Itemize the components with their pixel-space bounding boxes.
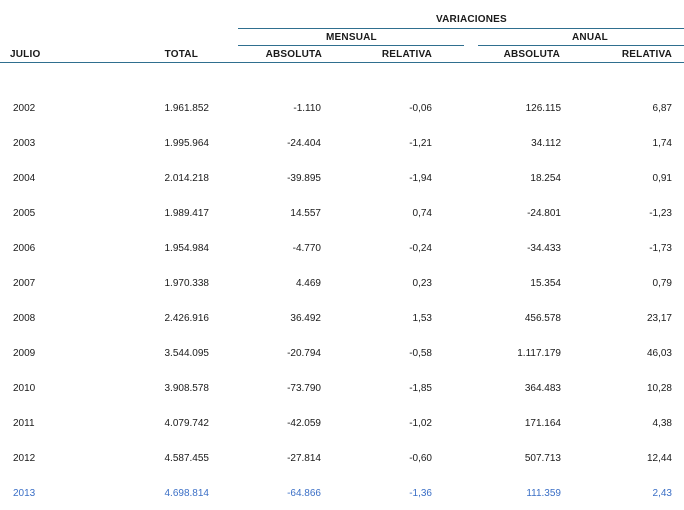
total-cell: 4.698.814 xyxy=(164,488,209,499)
anual-absoluta-cell: 126.115 xyxy=(525,103,561,114)
mensual-absoluta-cell: -39.895 xyxy=(287,173,321,184)
mensual-relativa-cell: -0,60 xyxy=(409,453,432,464)
mensual-relativa-cell: -1,02 xyxy=(409,418,432,429)
mensual-rule xyxy=(238,45,464,46)
year-cell: 2006 xyxy=(13,243,36,254)
year-cell: 2004 xyxy=(13,173,36,184)
anual-relativa-cell: -1,23 xyxy=(649,208,672,219)
year-cell: 2010 xyxy=(13,383,36,394)
variaciones-header: VARIACIONES xyxy=(436,14,507,25)
mensual-absoluta-cell: -24.404 xyxy=(287,138,321,149)
anual-rule xyxy=(478,45,684,46)
anual-absoluta-cell: 15.354 xyxy=(530,278,561,289)
year-cell: 2012 xyxy=(13,453,36,464)
year-cell: 2005 xyxy=(13,208,36,219)
anual-absoluta-cell: 1.117.179 xyxy=(517,348,561,359)
anual-relativa-cell: 23,17 xyxy=(646,313,672,324)
mensual-relativa-cell: -1,94 xyxy=(409,173,432,184)
total-cell: 1.995.964 xyxy=(164,138,209,149)
anual-absoluta-cell: 364.483 xyxy=(524,383,561,394)
total-cell: 3.908.578 xyxy=(164,383,209,394)
year-cell: 2009 xyxy=(13,348,36,359)
column-header-total: TOTAL xyxy=(164,49,198,60)
anual-absoluta-cell: 456.578 xyxy=(524,313,561,324)
mensual-relativa-cell: -0,58 xyxy=(409,348,432,359)
column-header-period: JULIO xyxy=(10,49,41,60)
mensual-relativa-cell: 0,74 xyxy=(412,208,432,219)
year-cell: 2007 xyxy=(13,278,36,289)
year-cell: 2003 xyxy=(13,138,36,149)
mensual-absoluta-cell: -27.814 xyxy=(287,453,321,464)
total-cell: 2.014.218 xyxy=(164,173,209,184)
anual-absoluta-cell: -24.801 xyxy=(527,208,561,219)
mensual-absoluta-cell: 36.492 xyxy=(290,313,321,324)
year-cell: 2002 xyxy=(13,103,36,114)
anual-relativa-cell: -1,73 xyxy=(649,243,672,254)
anual-absoluta-cell: -34.433 xyxy=(527,243,561,254)
total-cell: 2.426.916 xyxy=(164,313,209,324)
mensual-absoluta-cell: -64.866 xyxy=(287,488,321,499)
anual-relativa-cell: 46,03 xyxy=(646,348,672,359)
mensual-absoluta-cell: 4.469 xyxy=(295,278,321,289)
anual-relativa-cell: 4,38 xyxy=(652,418,672,429)
mensual-relativa-cell: -0,24 xyxy=(409,243,432,254)
anual-absoluta-cell: 18.254 xyxy=(530,173,561,184)
mensual-relativa-cell: -1,36 xyxy=(409,488,432,499)
mensual-absoluta-cell: 14.557 xyxy=(290,208,321,219)
year-cell: 2008 xyxy=(13,313,36,324)
column-header-mensual-absoluta: ABSOLUTA xyxy=(265,49,322,60)
column-header-anual-absoluta: ABSOLUTA xyxy=(503,49,560,60)
anual-relativa-cell: 2,43 xyxy=(652,488,672,499)
total-cell: 3.544.095 xyxy=(164,348,209,359)
mensual-absoluta-cell: -42.059 xyxy=(287,418,321,429)
total-cell: 1.961.852 xyxy=(164,103,209,114)
mensual-absoluta-cell: -1.110 xyxy=(293,103,321,114)
anual-relativa-cell: 1,74 xyxy=(652,138,672,149)
mensual-absoluta-cell: -4.770 xyxy=(292,243,321,254)
total-cell: 4.079.742 xyxy=(164,418,209,429)
anual-absoluta-cell: 34.112 xyxy=(531,138,561,149)
mensual-relativa-cell: -1,21 xyxy=(409,138,432,149)
anual-relativa-cell: 12,44 xyxy=(646,453,672,464)
column-header-mensual-relativa: RELATIVA xyxy=(381,49,432,60)
year-cell: 2013 xyxy=(13,488,36,499)
anual-absoluta-cell: 171.164 xyxy=(524,418,561,429)
header-bottom-rule xyxy=(0,62,684,63)
column-header-anual-relativa: RELATIVA xyxy=(621,49,672,60)
mensual-relativa-cell: -1,85 xyxy=(409,383,432,394)
total-cell: 4.587.455 xyxy=(164,453,209,464)
variaciones-rule xyxy=(238,28,684,29)
mensual-relativa-cell: 1,53 xyxy=(412,313,432,324)
mensual-relativa-cell: 0,23 xyxy=(412,278,432,289)
anual-relativa-cell: 10,28 xyxy=(646,383,672,394)
anual-absoluta-cell: 507.713 xyxy=(524,453,561,464)
year-cell: 2011 xyxy=(13,418,35,429)
total-cell: 1.954.984 xyxy=(164,243,209,254)
mensual-relativa-cell: -0,06 xyxy=(409,103,432,114)
total-cell: 1.970.338 xyxy=(164,278,209,289)
anual-relativa-cell: 6,87 xyxy=(652,103,672,114)
anual-absoluta-cell: 111.359 xyxy=(526,488,561,499)
anual-relativa-cell: 0,91 xyxy=(652,173,672,184)
mensual-absoluta-cell: -20.794 xyxy=(287,348,321,359)
mensual-absoluta-cell: -73.790 xyxy=(287,383,321,394)
total-cell: 1.989.417 xyxy=(164,208,209,219)
mensual-header: MENSUAL xyxy=(326,32,377,43)
anual-relativa-cell: 0,79 xyxy=(652,278,672,289)
anual-header: ANUAL xyxy=(572,32,608,43)
